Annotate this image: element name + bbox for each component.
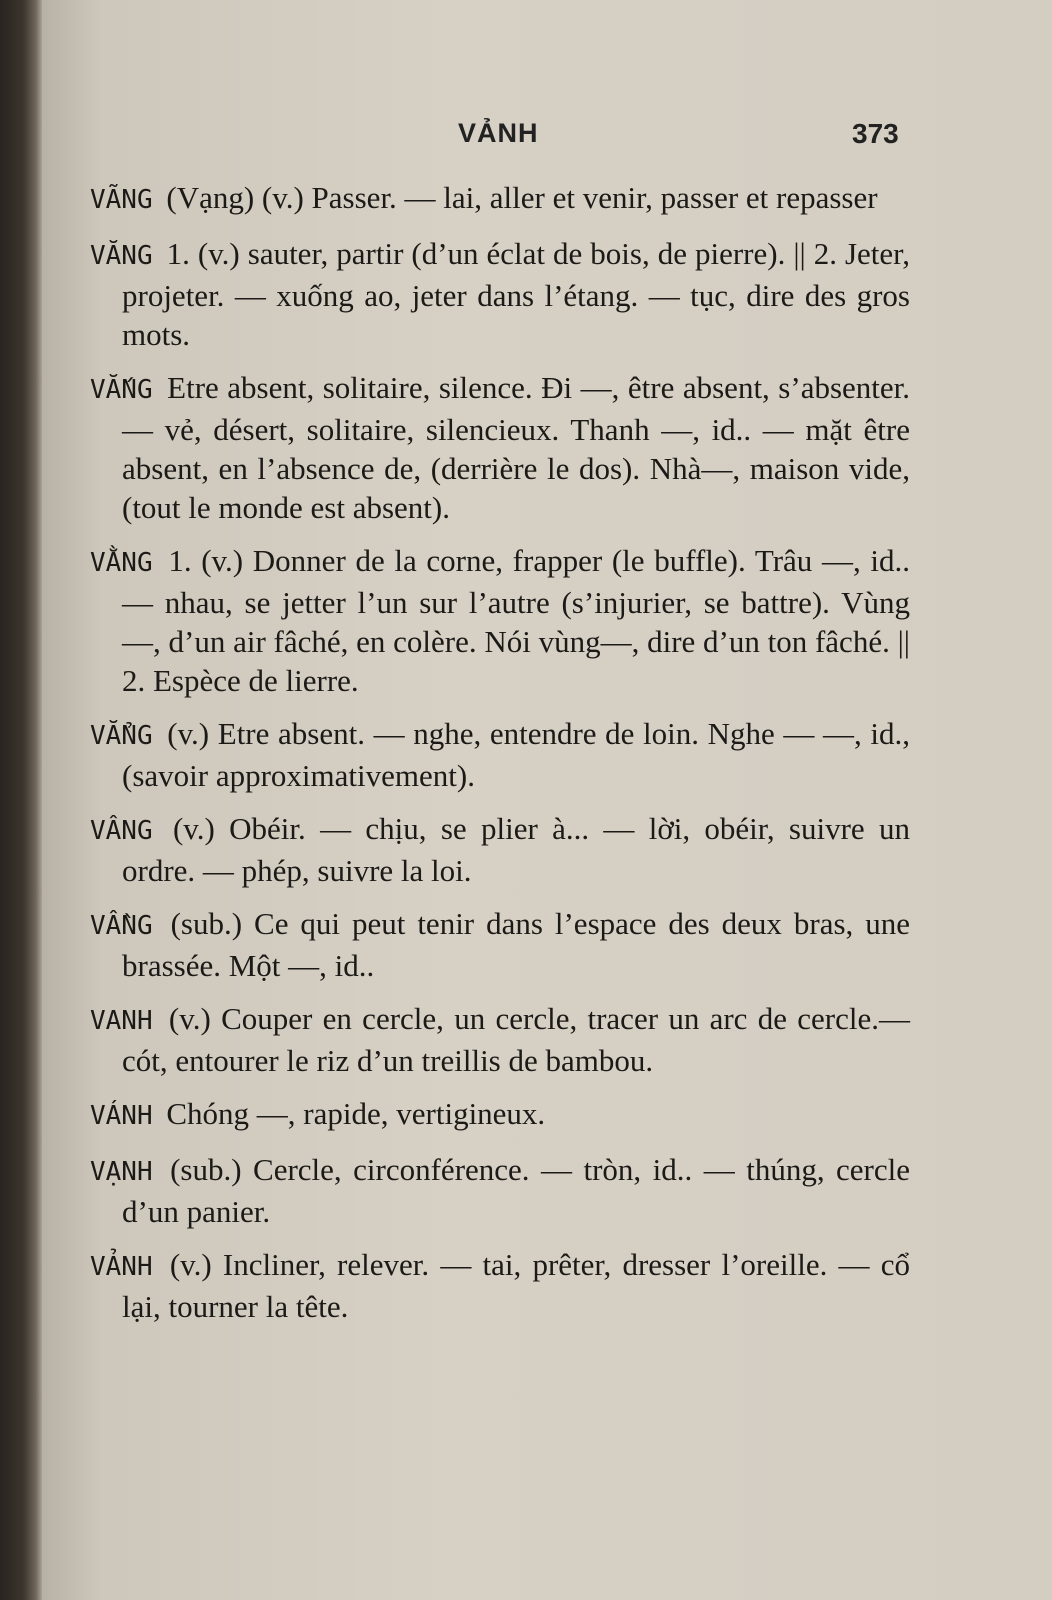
definition: (v.) Obéir. — chịu, se plier à... — lời, obéir, suivre un ordre. — phép, suivre la loi.	[122, 811, 911, 888]
headword: VÁNH	[90, 1101, 153, 1131]
definition: 1. (v.) Donner de la corne, frapper (le buffle). Trâu —, id.. — nhau, se jetter l’un sur l’autre (s’injurier, se battre). Vùng —, d’un air fâché, en colère. Nói vùng—, dire d’un ton fâché. || 2. Espèce de lierre.	[122, 543, 911, 698]
dictionary-entry	[90, 1094, 910, 1136]
running-head: VẢNH	[458, 118, 539, 148]
headword: VÂNG	[90, 816, 153, 846]
dictionary-entry	[90, 1150, 910, 1231]
definition: (sub.) Ce qui peut tenir dans l’espace des deux bras, une brassée. Một —, id..	[122, 906, 910, 983]
dictionary-entries	[90, 178, 910, 1340]
definition: Chóng —, rapide, vertigineux.	[166, 1096, 546, 1131]
dictionary-entry	[90, 541, 910, 700]
headword: VANH	[90, 1006, 153, 1036]
dictionary-entry	[90, 714, 910, 795]
book-spine-shadow	[0, 0, 42, 1600]
definition: (sub.) Cercle, circonférence. — tròn, id.. — thúng, cercle d’un panier.	[122, 1152, 911, 1229]
dictionary-entry	[90, 178, 910, 220]
headword: VẠNH	[90, 1157, 153, 1187]
headword: VÃNG	[90, 185, 153, 215]
dictionary-entry	[90, 904, 910, 985]
definition: (v.) Couper en cercle, un cercle, tracer un arc de cercle.—cót, entourer le riz d’un treillis de bambou.	[122, 1001, 911, 1078]
definition: Etre absent, solitaire, silence. Đi —, être absent, s’absenter. — vẻ, désert, solitaire, silencieux. Thanh —, id.. — mặt être absent, en l’absence de, (derrière le dos). Nhà—, maison vide, (tout le monde est absent).	[122, 370, 911, 525]
dictionary-entry	[90, 234, 910, 354]
headword: VẮNG	[90, 375, 153, 405]
headword: VĂNG	[90, 241, 153, 271]
dictionary-entry	[90, 809, 910, 890]
definition: (v.) Etre absent. — nghe, entendre de loin. Nghe — —, id., (savoir approximativement).	[122, 716, 910, 793]
page-number: 373	[852, 118, 899, 149]
dictionary-entry	[90, 999, 910, 1080]
definition: (Vạng) (v.) Passer. — lai, aller et venir, passer et repasser	[166, 180, 878, 215]
dictionary-entry	[90, 368, 910, 527]
definition: 1. (v.) sauter, partir (d’un éclat de bois, de pierre). || 2. Jeter, projeter. — xuống ao, jeter dans l’étang. — tục, dire des gros mots.	[122, 236, 910, 352]
page-header	[42, 118, 1052, 158]
dictionary-entry	[90, 1245, 910, 1326]
definition: (v.) Incliner, relever. — tai, prêter, dresser l’oreille. — cổ lại, tourner la tête.	[122, 1247, 910, 1324]
headword: VẢNH	[90, 1252, 153, 1282]
headword: VẦNG	[90, 911, 153, 941]
headword: VẲNG	[90, 721, 153, 751]
headword: VẰNG	[90, 548, 153, 578]
